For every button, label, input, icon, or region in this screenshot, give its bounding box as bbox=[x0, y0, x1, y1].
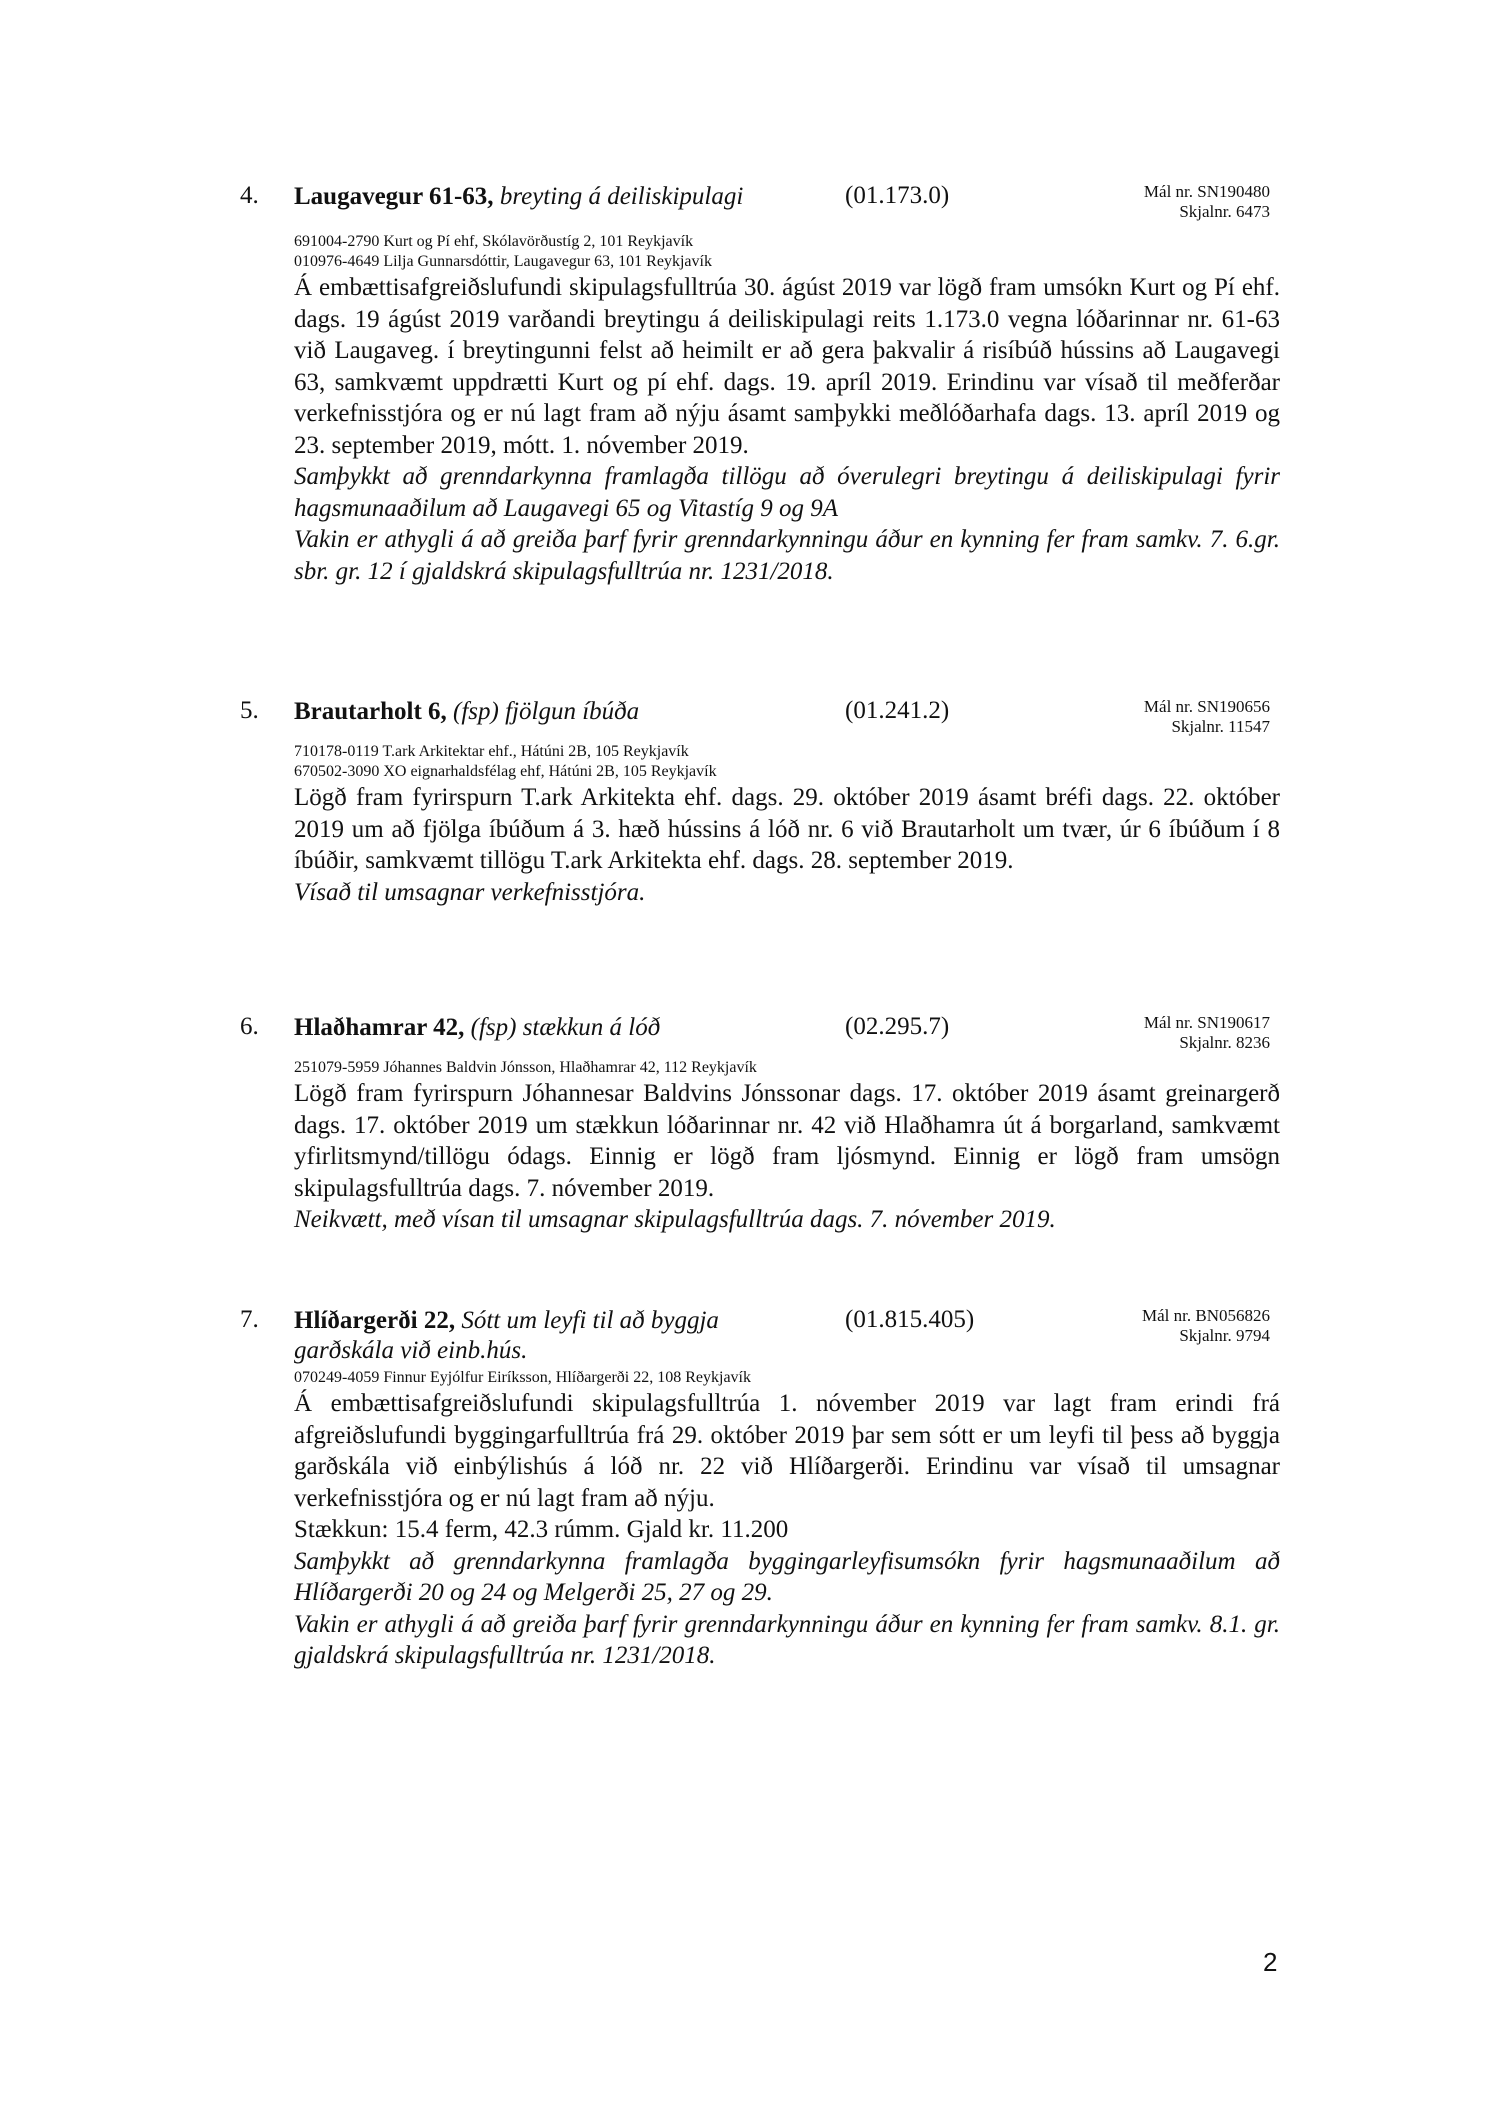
item-meta bbox=[1144, 697, 1270, 737]
item-address: Hlíðargerði 22, bbox=[294, 1307, 456, 1334]
item-title bbox=[294, 1306, 784, 1366]
item-decision: Samþykkt að grenndarkynna framlagða tillögu að óverulegri breytingu á deiliskipulagi fyrir hagsmunaaðilum að Laugavegi 65 og Vitastíg 9 og 9A bbox=[294, 463, 1280, 522]
item-description: Lögð fram fyrirspurn T.ark Arkitekta ehf. dags. 29. október 2019 ásamt bréfi dags. 22. október 2019 um að fjölga íbúðum á 3. hæð hússins á lóð nr. 6 við Brautarholt um tvær, úr 6 íbúðum í 8 íbúðir, samkvæmt tillögu T.ark Arkitekta ehf. dags. 28. september 2019. bbox=[294, 784, 1280, 874]
item-number: 5. bbox=[240, 697, 259, 724]
item-body bbox=[294, 1058, 1280, 1236]
item-subject: (fsp) stækkun á lóð bbox=[470, 1014, 661, 1041]
item-code: (01.173.0) bbox=[845, 182, 950, 209]
item-decision: Neikvætt, með vísan til umsagnar skipulagsfulltrúa dags. 7. nóvember 2019. bbox=[294, 1206, 1056, 1233]
file-number: Skjalnr. 11547 bbox=[1171, 717, 1270, 736]
item-address: Laugavegur 61-63, bbox=[294, 183, 494, 210]
file-number: Skjalnr. 8236 bbox=[1179, 1033, 1270, 1052]
applicant: 251079-5959 Jóhannes Baldvin Jónsson, Hlaðhamrar 42, 112 Reykjavík bbox=[294, 1059, 757, 1076]
item-decision: Vísað til umsagnar verkefnisstjóra. bbox=[294, 878, 646, 906]
item-body bbox=[294, 1368, 1280, 1672]
item-subject: Sótt um leyfi til að byggja garðskála við einb.hús. bbox=[294, 1307, 719, 1364]
item-note: Vakin er athygli á að greiða þarf fyrir grenndarkynningu áður en kynning fer fram samkv. 8.1. gr. gjaldskrá skipulagsfulltrúa nr. 1231/2018. bbox=[294, 1610, 1280, 1669]
item-subject: (fsp) fjölgun íbúða bbox=[453, 698, 640, 725]
applicant: 070249-4059 Finnur Eyjólfur Eiríksson, Hlíðargerði 22, 108 Reykjavík bbox=[294, 1369, 751, 1386]
item-decision: Samþykkt að grenndarkynna framlagða byggingarleyfisumsókn fyrir hagsmunaaðilum að Hlíðargerði 20 og 24 og Melgerði 25, 27 og 29. bbox=[294, 1547, 1280, 1606]
item-code: (01.241.2) bbox=[845, 697, 950, 724]
item-enlargement: Stækkun: 15.4 ferm, 42.3 rúmm. Gjald kr. 11.200 bbox=[294, 1516, 789, 1543]
page-number: 2 bbox=[1263, 1947, 1278, 1977]
item-code: (02.295.7) bbox=[845, 1013, 950, 1040]
case-number: Mál nr. BN056826 bbox=[1142, 1306, 1270, 1325]
applicant: 691004-2790 Kurt og Pí ehf, Skólavörðustíg 2, 101 Reykjavík bbox=[294, 233, 694, 250]
case-number: Mál nr. SN190617 bbox=[1143, 1013, 1270, 1032]
item-number: 4. bbox=[240, 182, 259, 209]
item-number: 7. bbox=[240, 1306, 259, 1333]
case-number: Mál nr. SN190656 bbox=[1143, 697, 1270, 716]
item-description: Lögð fram fyrirspurn Jóhannesar Baldvins Jónssonar dags. 17. október 2019 ásamt greinargerð dags. 17. október 2019 um stækkun lóðarinnar nr. 42 við Hlaðhamra út á borgarland, samkvæmt yfirlitsmynd/tillögu ódags. Einnig er lögð fram ljósmynd. Einnig er lögð fram umsögn skipulagsfulltrúa dags. 7. nóvember 2019. bbox=[294, 1080, 1280, 1202]
item-note: Vakin er athygli á að greiða þarf fyrir grenndarkynningu áður en kynning fer fram samkv. 7. 6.gr. sbr. gr. 12 í gjaldskrá skipulagsfulltrúa nr. 1231/2018. bbox=[294, 526, 1280, 585]
applicant: 670502-3090 XO eignarhaldsfélag ehf, Hátúni 2B, 105 Reykjavík bbox=[294, 763, 717, 780]
item-address: Brautarholt 6, bbox=[294, 698, 447, 725]
item-meta bbox=[1144, 1013, 1270, 1053]
item-description: Á embættisafgreiðslufundi skipulagsfulltrúa 30. ágúst 2019 var lögð fram umsókn Kurt og Pí ehf. dags. 19 ágúst 2019 varðandi breytingu á deiliskipulagi reits 1.173.0 vegna lóðarinnar nr. 61-63 við Laugaveg. í breytingunni felst að heimilt er að gera þakvalir á risíbúð hússins að Laugavegi 63, samkvæmt uppdrætti Kurt og pí ehf. dags. 19. apríl 2019. Erindinu var vísað til meðferðar verkefnisstjóra og er nú lagt fram að nýju ásamt samþykki meðlóðarhafa dags. 13. apríl 2019 og 23. september 2019, mótt. 1. nóvember 2019. bbox=[294, 274, 1280, 459]
item-meta bbox=[1142, 1306, 1270, 1346]
item-meta bbox=[1144, 182, 1270, 222]
applicant: 710178-0119 T.ark Arkitektar ehf., Hátúni 2B, 105 Reykjavík bbox=[294, 743, 689, 760]
item-title bbox=[294, 1013, 794, 1043]
file-number: Skjalnr. 9794 bbox=[1179, 1326, 1270, 1345]
item-description: Á embættisafgreiðslufundi skipulagsfulltrúa 1. nóvember 2019 var lagt fram erindi frá afgreiðslufundi byggingarfulltrúa frá 29. október 2019 þar sem sótt er um leyfi til þess að byggja garðskála við einbýlishús á lóð nr. 22 við Hlíðargerði. Erindinu var vísað til umsagnar verkefnisstjóra og er nú lagt fram að nýju. bbox=[294, 1390, 1280, 1512]
item-body bbox=[294, 232, 1280, 587]
item-code: (01.815.405) bbox=[845, 1306, 975, 1333]
case-number: Mál nr. SN190480 bbox=[1143, 182, 1270, 201]
item-number: 6. bbox=[240, 1013, 259, 1040]
item-title bbox=[294, 182, 794, 212]
item-title bbox=[294, 697, 794, 727]
applicant: 010976-4649 Lilja Gunnarsdóttir, Laugavegur 63, 101 Reykjavík bbox=[294, 253, 712, 270]
item-subject: breyting á deiliskipulagi bbox=[499, 183, 744, 210]
item-address: Hlaðhamrar 42, bbox=[294, 1014, 465, 1041]
file-number: Skjalnr. 6473 bbox=[1179, 202, 1270, 221]
item-body bbox=[294, 742, 1280, 908]
